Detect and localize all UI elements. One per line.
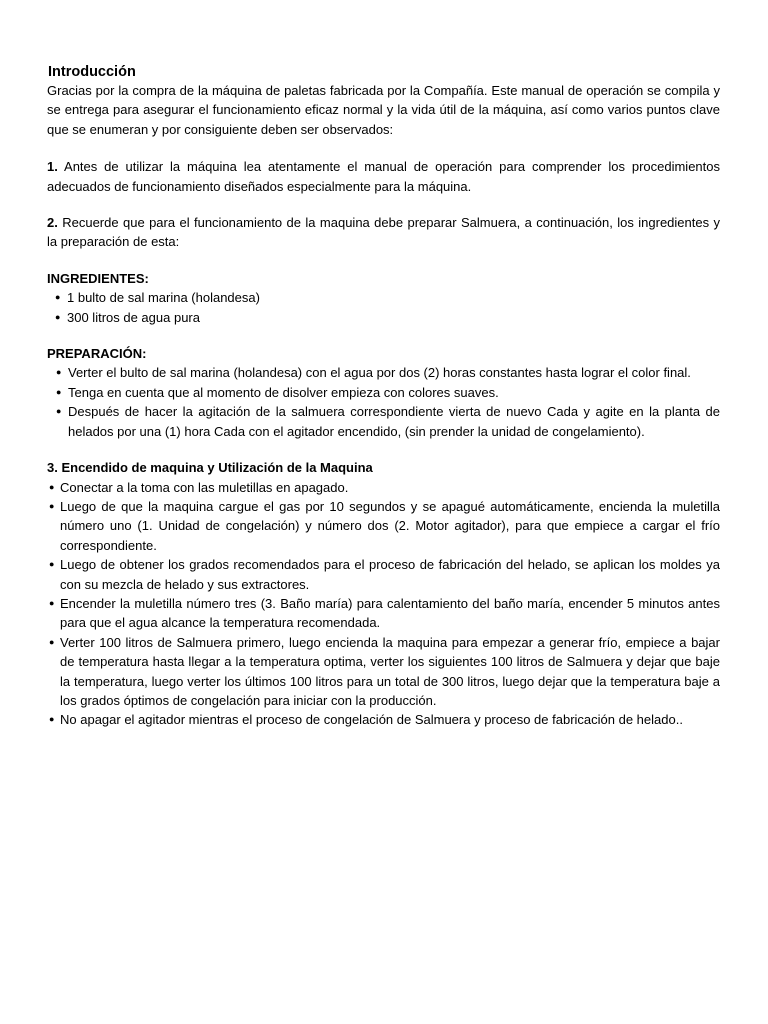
point-1-number: 1.	[47, 159, 58, 175]
bullet-icon: ●	[49, 481, 55, 492]
point-2-paragraph	[47, 213, 720, 252]
section-3-title: 3. Encendido de maquina y Utilización de la Maquina	[47, 460, 373, 476]
bullet-icon: ●	[56, 406, 62, 417]
section-3-list	[47, 478, 720, 730]
bullet-icon: ●	[49, 559, 55, 570]
intro-heading: Introducción	[48, 64, 136, 80]
intro-paragraph: Gracias por la compra de la máquina de paletas fabricada por la Compañía. Este manual de operación se compila y se entrega para asegurar el funcionamiento eficaz normal y la vida útil de la máquina, así como varios puntos clave que se enumeran y por consiguiente deben ser observados:	[47, 83, 720, 137]
ingredients-title: INGREDIENTES:	[47, 270, 149, 286]
list-item: ● Luego de que la maquina cargue el gas por 10 segundos y se apagué automáticamente, encienda la muletilla número uno (1. Unidad de congelación) y número dos (2. Motor agitador), para que empiece a cargar el frío correspondiente.	[49, 498, 720, 553]
bullet-icon: ●	[49, 636, 55, 647]
bullet-icon: ●	[49, 714, 55, 725]
preparation-title: PREPARACIÓN:	[47, 346, 147, 362]
list-item: ● Luego de obtener los grados recomendados para el proceso de fabricación del helado, se aplican los moldes ya con su mezcla de helado y sus extractores.	[49, 557, 720, 592]
list-item: ● Verter 100 litros de Salmuera primero, luego encienda la maquina para empezar a generar frío, empiece a bajar de temperatura hasta llegar a la temperatura optima, verter los siguientes 100 litros de Salmuera y dejar que baje la temperatura, luego verter los últimos 100 litros para un total de 300 litros, luego dejar que la temperatura baje a los grados óptimos de congelación para iniciar con la producción.	[49, 634, 720, 708]
list-item: ● Encender la muletilla número tres (3. Baño maría) para calentamiento del baño maría, encender 5 minutos antes para que el agua alcance la temperatura recomendada.	[49, 595, 720, 631]
list-item: ● 300 litros de agua pura	[47, 308, 720, 327]
bullet-icon: ●	[49, 597, 55, 608]
bullet-icon: ●	[55, 292, 61, 303]
list-item: ● No apagar el agitador mientras el proceso de congelación de Salmuera y proceso de fabricación de helado..	[47, 710, 720, 729]
point-2-text: Recuerde que para el funcionamiento de la maquina debe preparar Salmuera, a continuación, los ingredientes y la preparación de esta:	[47, 215, 720, 250]
preparation-list	[47, 363, 720, 441]
point-2-number: 2.	[47, 215, 58, 231]
bullet-icon: ●	[56, 386, 62, 397]
ingredients-list	[47, 288, 720, 327]
bullet-icon: ●	[56, 367, 62, 378]
list-item: ● 1 bulto de sal marina (holandesa)	[47, 288, 720, 307]
list-item: ● Tenga en cuenta que al momento de disolver empieza con colores suaves.	[47, 383, 720, 402]
bullet-icon: ●	[49, 500, 55, 511]
point-1-text: Antes de utilizar la máquina lea atentamente el manual de operación para comprender los procedimientos adecuados de funcionamiento diseñados especialmente para la máquina.	[47, 159, 720, 194]
point-1-paragraph	[47, 157, 720, 196]
list-item: ● Conectar a la toma con las muletillas en apagado.	[47, 478, 720, 497]
bullet-icon: ●	[55, 311, 61, 322]
list-item: ● Verter el bulto de sal marina (holandesa) con el agua por dos (2) horas constantes hasta lograr el color final.	[47, 363, 720, 382]
list-item: ● Después de hacer la agitación de la salmuera correspondiente vierta de nuevo Cada y agite en la planta de helados por una (1) hora Cada con el agitador encendido, (sin prender la unidad de congelamiento).	[56, 404, 720, 439]
document-body	[47, 64, 720, 730]
